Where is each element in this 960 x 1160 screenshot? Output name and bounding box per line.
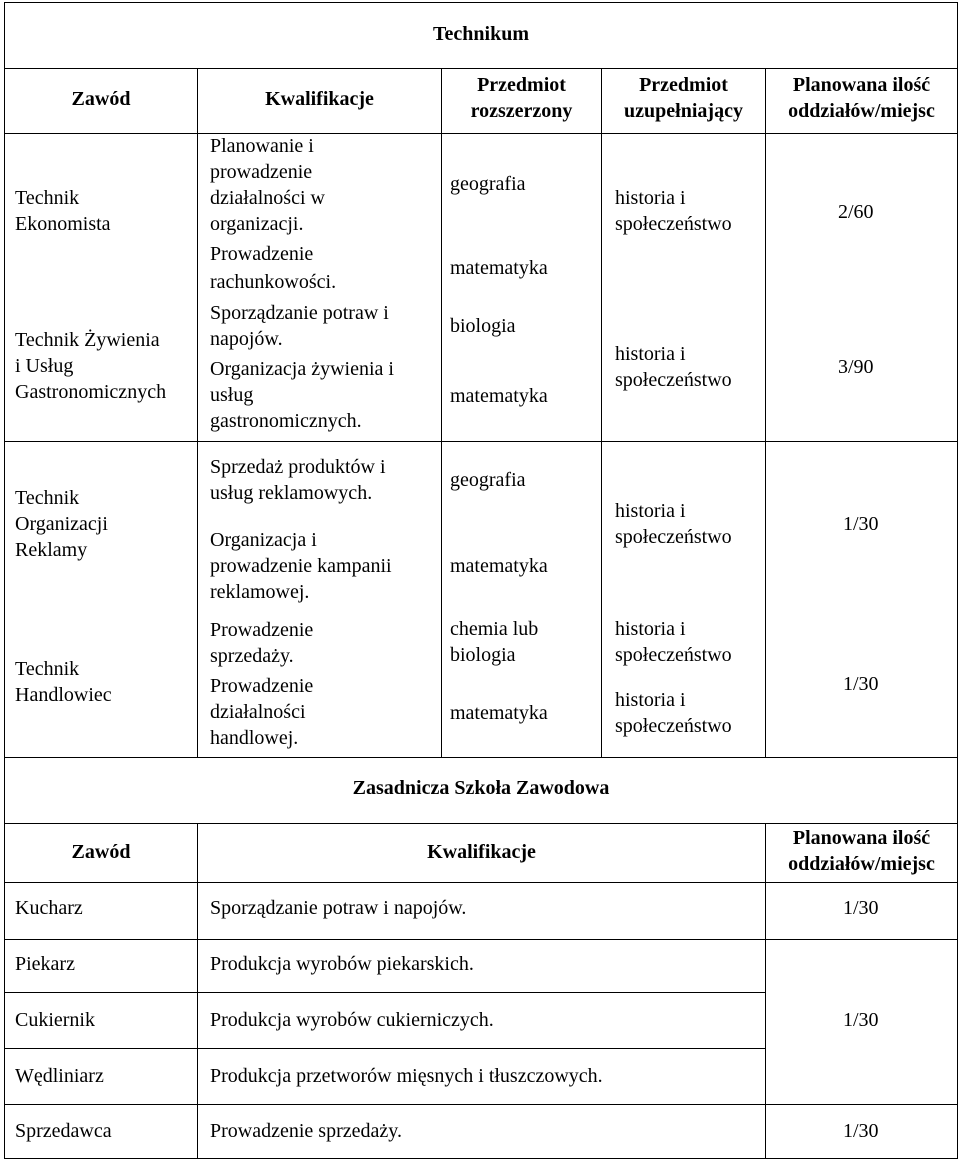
zsz-kwalifikacja: Produkcja przetworów mięsnych i tłuszczowych.: [210, 1065, 603, 1087]
kwalifikacja-line: Organizacja żywienia i: [210, 358, 394, 380]
zawod-cell: Technik Żywienia: [15, 329, 160, 351]
zsz-header-zawod: Zawód: [71, 841, 131, 863]
header-uzupelniajacy: uzupełniający: [624, 100, 743, 122]
kwalifikacja-line: usług reklamowych.: [210, 482, 373, 504]
zsz-zawod: Cukiernik: [15, 1009, 95, 1031]
zsz-kwalifikacja: Sporządzanie potraw i napojów.: [210, 897, 467, 919]
kwalifikacja-line: działalności w: [210, 187, 325, 209]
kwalifikacja-line: prowadzenie: [210, 161, 313, 183]
rule: [4, 2, 958, 3]
rule: [4, 133, 958, 134]
kwalifikacja-line: Planowanie i: [210, 135, 314, 157]
rule: [4, 823, 958, 824]
zawod-cell: Ekonomista: [15, 213, 111, 235]
rule: [197, 68, 198, 758]
kwalifikacja-line: sprzedaży.: [210, 645, 294, 667]
przedmiot-rozszerzony: biologia: [450, 644, 516, 666]
przedmiot-uzupelniajacy: historia i: [615, 343, 686, 365]
header-kwalifikacje: Kwalifikacje: [265, 88, 374, 110]
zawod-cell: Technik: [15, 658, 80, 680]
zawod-cell: Technik: [15, 187, 80, 209]
przedmiot-uzupelniajacy: społeczeństwo: [615, 369, 732, 391]
rule: [957, 2, 958, 1159]
kwalifikacja-line: handlowej.: [210, 727, 299, 749]
rule: [4, 1048, 765, 1049]
zawod-cell: Gastronomicznych: [15, 381, 167, 403]
planowana-cell: 1/30: [843, 673, 879, 695]
kwalifikacja-line: usług: [210, 384, 254, 406]
planowana-cell: 1/30: [843, 513, 879, 535]
przedmiot-uzupelniajacy: historia i: [615, 689, 686, 711]
rule: [4, 992, 765, 993]
rule: [197, 823, 198, 1159]
kwalifikacja-line: rachunkowości.: [210, 271, 337, 293]
przedmiot-uzupelniajacy: społeczeństwo: [615, 526, 732, 548]
header-planowana: Planowana ilość: [792, 74, 931, 96]
zawod-cell: Organizacji: [15, 513, 108, 535]
przedmiot-uzupelniajacy: społeczeństwo: [615, 715, 732, 737]
przedmiot-rozszerzony: matematyka: [450, 702, 548, 724]
rule: [4, 1104, 958, 1105]
przedmiot-rozszerzony: biologia: [450, 315, 516, 337]
przedmiot-uzupelniajacy: historia i: [615, 187, 686, 209]
rule: [4, 939, 958, 940]
przedmiot-uzupelniajacy: historia i: [615, 618, 686, 640]
rule: [4, 882, 958, 883]
zawod-cell: i Usług: [15, 355, 74, 377]
kwalifikacja-line: działalności: [210, 701, 306, 723]
zsz-header-kwalifikacje: Kwalifikacje: [427, 841, 536, 863]
zsz-header-planowana: Planowana ilość: [792, 827, 931, 849]
kwalifikacja-line: gastronomicznych.: [210, 410, 362, 432]
header-rozszerzony: rozszerzony: [470, 100, 573, 122]
kwalifikacja-line: Sporządzanie potraw i: [210, 302, 389, 324]
kwalifikacja-line: organizacji.: [210, 213, 304, 235]
przedmiot-rozszerzony: chemia lub: [450, 618, 539, 640]
zsz-planowana: 1/30: [843, 897, 879, 919]
rule: [4, 1158, 958, 1159]
kwalifikacja-line: Prowadzenie: [210, 243, 314, 265]
zsz-zawod: Kucharz: [15, 897, 83, 919]
kwalifikacja-line: Organizacja i: [210, 529, 317, 551]
rule: [765, 68, 766, 758]
rule: [601, 68, 602, 758]
przedmiot-uzupelniajacy: społeczeństwo: [615, 644, 732, 666]
przedmiot-uzupelniajacy: historia i: [615, 500, 686, 522]
technikum-title: Technikum: [433, 23, 529, 45]
zsz-kwalifikacja: Prowadzenie sprzedaży.: [210, 1120, 402, 1142]
przedmiot-rozszerzony: geografia: [450, 173, 526, 195]
przedmiot-rozszerzony: geografia: [450, 469, 526, 491]
planowana-cell: 2/60: [838, 201, 874, 223]
kwalifikacja-line: Prowadzenie: [210, 619, 314, 641]
header-uzupelniajacy: Przedmiot: [639, 74, 728, 96]
rule: [4, 2, 5, 1159]
zsz-planowana: 1/30: [843, 1120, 879, 1142]
zsz-zawod: Piekarz: [15, 953, 75, 975]
przedmiot-rozszerzony: matematyka: [450, 555, 548, 577]
zsz-kwalifikacja: Produkcja wyrobów piekarskich.: [210, 953, 474, 975]
przedmiot-rozszerzony: matematyka: [450, 257, 548, 279]
kwalifikacja-line: Prowadzenie: [210, 675, 314, 697]
kwalifikacja-line: napojów.: [210, 328, 283, 350]
zsz-zawod: Wędliniarz: [15, 1065, 104, 1087]
planowana-cell: 3/90: [838, 356, 874, 378]
kwalifikacja-line: prowadzenie kampanii: [210, 555, 392, 577]
rule: [4, 68, 958, 69]
przedmiot-rozszerzony: matematyka: [450, 385, 548, 407]
zawod-cell: Handlowiec: [15, 684, 112, 706]
header-planowana: oddziałów/miejsc: [788, 100, 935, 122]
zawod-cell: Technik: [15, 487, 80, 509]
zsz-title: Zasadnicza Szkoła Zawodowa: [352, 777, 610, 799]
rule: [4, 441, 958, 442]
zsz-zawod: Sprzedawca: [15, 1120, 112, 1142]
kwalifikacja-line: Sprzedaż produktów i: [210, 456, 386, 478]
header-zawod: Zawód: [71, 88, 131, 110]
rule: [441, 68, 442, 758]
zawod-cell: Reklamy: [15, 539, 88, 561]
rule: [4, 757, 958, 758]
przedmiot-uzupelniajacy: społeczeństwo: [615, 213, 732, 235]
zsz-planowana: 1/30: [843, 1009, 879, 1031]
kwalifikacja-line: reklamowej.: [210, 581, 310, 603]
zsz-header-planowana: oddziałów/miejsc: [788, 853, 935, 875]
zsz-kwalifikacja: Produkcja wyrobów cukierniczych.: [210, 1009, 494, 1031]
header-rozszerzony: Przedmiot: [477, 74, 566, 96]
